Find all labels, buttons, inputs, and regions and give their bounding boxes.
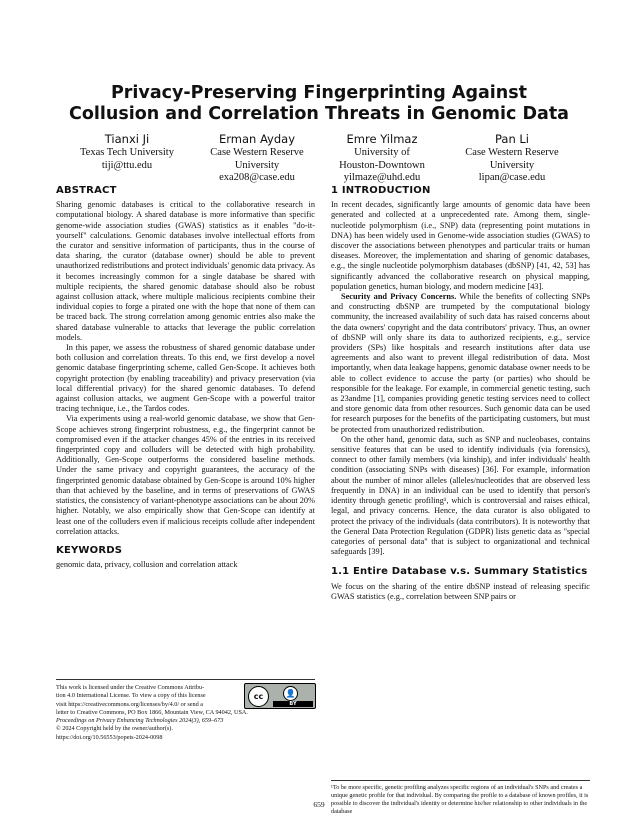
license-line: tion 4.0 International License. To view a copy of this license xyxy=(56,692,206,700)
author-name: Emre Yilmaz xyxy=(346,132,418,146)
license-line: visit https://creativecommons.org/licenses/by/4.0/ or send a xyxy=(56,700,203,708)
author-block xyxy=(437,132,587,185)
intro-paragraph xyxy=(331,292,590,435)
author-name: Erman Ayday xyxy=(218,132,296,146)
author-affiliation: University xyxy=(234,159,280,171)
intro-paragraph-text: While the benefits of collecting SNPs and constructing dbSNP are trumpeted by the computational biology community, the increased availability of such data has raised concerns about the data owners' copyright and the data contributors' privacy. Thus, an owner of dbSNP will only share its data to authorized recipients, e.g., service providers (SPs) like hospitals and research institutions after data use agreements and also want to prevent illegal redistribution of data. Most importantly, when data leakage happens, genomic database owner needs to be able to collect evidence to accuse the party (or parties) who should be responsible for the leakage. For example, in commercial genetic testing, such as 23andme [1], companies providing genetic testing services need to collect and store genomic data from other resources. Such genomic data can be used for research purposes for the benefits of the participating customers, but must be protected from unauthorized redistribution. xyxy=(331,292,591,434)
doi-link[interactable]: https://doi.org/10.56553/popets-2024-0098 xyxy=(56,733,163,741)
author-name: Pan Li xyxy=(494,132,529,146)
cc-icon: cc xyxy=(248,686,269,707)
by-label: BY xyxy=(273,701,313,707)
subsection-heading: 1.1 Entire Database v.s. Summary Statistics xyxy=(331,566,588,578)
author-affiliation: University xyxy=(489,159,535,171)
abstract-paragraph: Via experiments using a real-world genomic database, we show that Gen-Scope achieves strong fingerprint robustness, e.g., the fingerprint cannot be compromised even if the attacker changes 45% of the entries in its received fingerprinted copy and colluders will be detected with high probability. Additionally, Gen-Scope outperforms the considered baseline methods. Under the same privacy and copyright guarantees, the accuracy of the fingerprinted genomic database obtained by Gen-Scope is around 10% higher than that achieved by the baseline, and in terms of preservations of GWAS statistics, the consistency of variant-phenotype associations can be about 20% higher. Notably, we also empirically show that Gen-Scope can identify at least one of the colluders even if malicious receipts collude after independent correlation attacks. xyxy=(56,414,315,536)
attribution-person-icon: 👤 xyxy=(283,686,298,701)
abstract-heading: ABSTRACT xyxy=(56,185,117,196)
license-line: This work is licensed under the Creative Commons Attribu- xyxy=(56,684,205,691)
author-email: yilmaze@uhd.edu xyxy=(343,172,421,183)
intro-paragraph: In recent decades, significantly large amounts of genomic data have been generated and collected at a unprecedented rate. Among them, single-nucleotide polymorphism (i.e., SNP) data (representing point mutations in DNA) has been widely used in Genome-wide association studies (GWAS) to discover the associations between phenotypes and particular traits or human diseases. Moreover, the implementation and sharing of genomic databases, e.g., the single nucleotide polymorphism databases (dbSNP) [41, 42, 53] has significantly advanced the collaborative research on physical mapping, population genetics, human biology, and modern medicine [43]. xyxy=(331,200,590,291)
page-number: 659 xyxy=(313,800,325,809)
run-in-heading: Security and Privacy Concerns. xyxy=(341,292,457,302)
keywords-heading: KEYWORDS xyxy=(56,544,123,556)
author-affiliation: Case Western Reserve xyxy=(210,147,304,158)
author-email: exa208@case.edu xyxy=(219,172,295,183)
abstract-paragraph: Sharing genomic databases is critical to the collaborative research in computational biology. A shared database is more informative than specific genome-wide association studies (GWAS) statistics as it enables "do-it-yourself" calculations. Genomic databases involve intellectual efforts from the curator and sensitive information of participants, thus in the course of data sharing, the curator (database owner) should be able to prevent unauthorized redistributions and protect individuals' genomic data privacy. As it becomes increasingly common for a single database be shared with multiple recipients, the shared genomic database should also be robust against collusion attack, where multiple malicious recipients combine their individual copies to forge a pirated one with the hope that none of them can be traced back. The strong correlation among genomic entries also make the shared database vulnerable to attacks that leverage the public correlation models. xyxy=(56,200,315,342)
author-affiliation: Case Western Reserve xyxy=(465,147,559,158)
subsection-paragraph: We focus on the sharing of the entire dbSNP instead of releasing specific GWAS statistics (e.g., correlation between SNP pairs or xyxy=(331,581,590,601)
keywords-text: genomic data, privacy, collusion and correlation attack xyxy=(56,560,238,570)
author-block xyxy=(52,132,202,172)
copyright-line: © 2024 Copyright held by the owner/author(s). xyxy=(56,725,173,733)
author-email: lipan@case.edu xyxy=(478,172,546,183)
author-block xyxy=(307,132,457,185)
author-affiliation: University of xyxy=(354,147,410,158)
author-affiliation: Houston-Downtown xyxy=(339,159,425,171)
proceedings-line: Proceedings on Privacy Enhancing Technologies 2024(3), 659–673 xyxy=(56,717,224,725)
right-column xyxy=(331,186,590,602)
intro-paragraph: On the other hand, genomic data, such as SNP and nucleobases, contains sensitive features that can be used to identify individuals (via forensics), connect to other family members (via kinship), and infer individuals' health condition (associating SNPs with diseases) [36]. For example, information about the number of minor alleles (alleles/nucleotides that are observed less frequently in DNA) in an individual can be used to identify that person's identity through genetic profiling¹, which is controversial and raises ethical, legal, and privacy concerns. Hence, the data curator is also obligated to protect the privacy of the individuals (data contributors). It is noteworthy that the General Data Protection Regulation (GDPR) lists genetic data as "special categories of personal data" that is subject to organizational and technical safeguards [39]. xyxy=(331,434,590,557)
author-email: tiji@ttu.edu xyxy=(101,159,153,171)
introduction-heading: 1 INTRODUCTION xyxy=(331,185,431,196)
abstract-paragraph: In this paper, we assess the robustness of shared genomic database under both collusion and correlation threats. To this end, we first develop a novel genomic database fingerprinting scheme, called Gen-Scope. It achieves both copyright protection (by enabling traceability) and privacy preservation (via local differential privacy) for the shared genomic databases. To defend against collusion attacks, we augment Gen-Scope with a powerful traitor tracing technique, i.e., the Tardos codes. xyxy=(56,343,315,414)
title-line-1: Privacy-Preserving Fingerprinting Against xyxy=(110,83,528,103)
footnote: ¹To be more specific, genetic profiling analyzes specific regions of an individual's SNPs and creates a unique genetic profile for that individual. By comparing the profile to a database of known profiles, it is possible to discover the individual's identity or determine his/her relationship to other individuals in the database xyxy=(331,780,590,816)
license-line: letter to Creative Commons, PO Box 1866, Mountain View, CA 94042, USA. xyxy=(56,708,248,716)
license-notice xyxy=(56,679,315,742)
author-name: Tianxi Ji xyxy=(104,132,150,146)
cc-by-badge-icon[interactable] xyxy=(244,683,316,709)
author-affiliation: Texas Tech University xyxy=(80,147,174,158)
paper-title xyxy=(60,83,578,125)
left-column xyxy=(56,186,315,570)
title-line-2: Collusion and Correlation Threats in Genomic Data xyxy=(69,104,569,124)
